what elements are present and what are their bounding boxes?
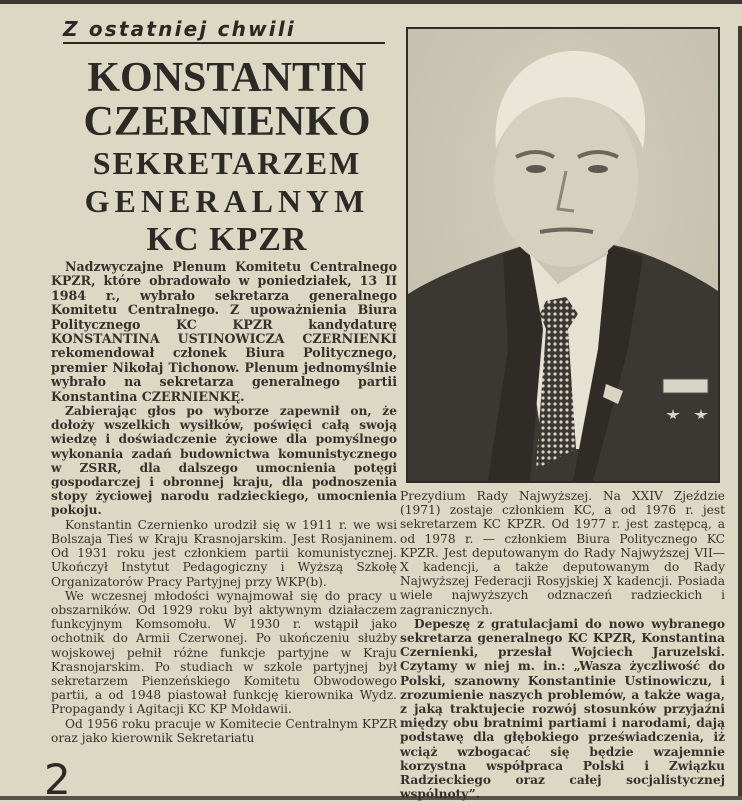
headline-line-1: KONSTANTIN (87, 55, 367, 101)
headline-line-3: SEKRETARZEM (92, 145, 362, 181)
article-paragraph-3: Konstantin Czernienko urodził się w 1911 r. we wsi Bolszaja Tieś w Kraju Krasnojarskim. Jest Rosjaninem. Od 1931 roku jest członkiem partii komunistycznej. Ukończył Instytut Pedagogiczny i Wyższą Szkołę Organizatorów Pracy Partyjnej przy WKP(b). (51, 517, 397, 589)
headline-line-4: GENERALNYM (84, 183, 370, 219)
portrait-photo (406, 27, 720, 483)
headline (62, 56, 392, 260)
article-paragraph-5-continued: Prezydium Rady Najwyższej. Na XXIV Zjeździe (1971) zostaje członkiem KC, a od 1976 r. jest sekretarzem KC KPZR. Od 1977 r. jest zastępcą, a od 1978 r. — członkiem Biura Politycznego KC KPZR. Jest deputowanym do Rady Najwyższej VII—X kadencji, a także deputowanym do Rady Najwyższej Federacji Rosyjskiej X kadencji. Posiada wiele najwyższych odznaczeń radzieckich i zagranicznych. (400, 489, 725, 617)
page-number: 2 (44, 755, 71, 804)
article-paragraph-4: We wczesnej młodości wynajmował się do pracy u obszarników. Od 1929 roku był aktywnym działaczem funkcyjnym Komsomołu. W 1930 r. wstąpił jako ochotnik do Armii Czerwonej. Po ukończeniu służby wojskowej pełnił różne funkcje partyjne w Kraju Krasnojarskim. Po studiach w szkole partyjnej był sekretarzem Pienzeńskiego Komitetu Obwodowego partii, a od 1948 piastował funkcję kierownika Wydz. Propagandy i Agitacji KC KP Mołdawii. (51, 588, 397, 717)
headline-line-2: CZERNIENKO (83, 99, 371, 145)
right-edge-band (738, 26, 742, 796)
article-paragraph-5: Od 1956 roku pracuje w Komitecie Centralnym KPZR oraz jako kierownik Sekretariatu (51, 716, 397, 745)
article-column-left (51, 260, 397, 745)
article-column-right (400, 489, 725, 801)
article-paragraph-2: Zabierając głos po wyborze zapewnił on, że dołoży wszelkich wysiłków, poświęci całą swoją wiedzę i doświadczenie życiowe dla pomyślnego wykonania zadań budownictwa komunistycznego w ZSRR, dla dalszego umocnienia potęgi gospodarczej i obronnej kraju, dla podnoszenia stopy życiowej narodu radzieckiego, umocnienia pokoju. (51, 404, 397, 518)
section-kicker: Z ostatniej chwili (63, 18, 385, 44)
portrait-illustration-icon (408, 29, 718, 481)
headline-line-5: KC KPZR (146, 221, 308, 258)
top-edge-band (0, 0, 742, 4)
article-lead-paragraph: Nadzwyczajne Plenum Komitetu Centralnego KPZR, które obradowało w poniedziałek, 13 II 1984 r., wybrało sekretarza generalnego Komitetu Centralnego. Z upoważnienia Biura Politycznego KC KPZR kandydaturę KONSTANTINA USTINOWICZA CZERNIENKI rekomendował członek Biura Politycznego, premier Nikołaj Tichonow. Plenum jednomyślnie wybrało na sekretarza generalnego partii Konstantina CZERNIENKĘ. (51, 259, 397, 404)
article-paragraph-6: Depeszę z gratulacjami do nowo wybranego sekretarza generalnego KC KPZR, Konstantina Czernienki, przesłał Wojciech Jaruzelski. Czytamy w niej m. in.: „Wasza życzliwość do Polski, szanowny Konstantinie Ustinowiczu, i zrozumienie naszych problemów, a także waga, z jaką traktujecie rozwój stosunków przyjaźni między obu bratnimi partiami i narodami, dają podstawę dla głębokiego przeświadczenia, iż wciąż wzbogacać się będzie wzajemnie korzystna współpraca Polski i Związku Radzieckiego oraz całej socjalistycznej wspólnoty”. (400, 616, 725, 802)
